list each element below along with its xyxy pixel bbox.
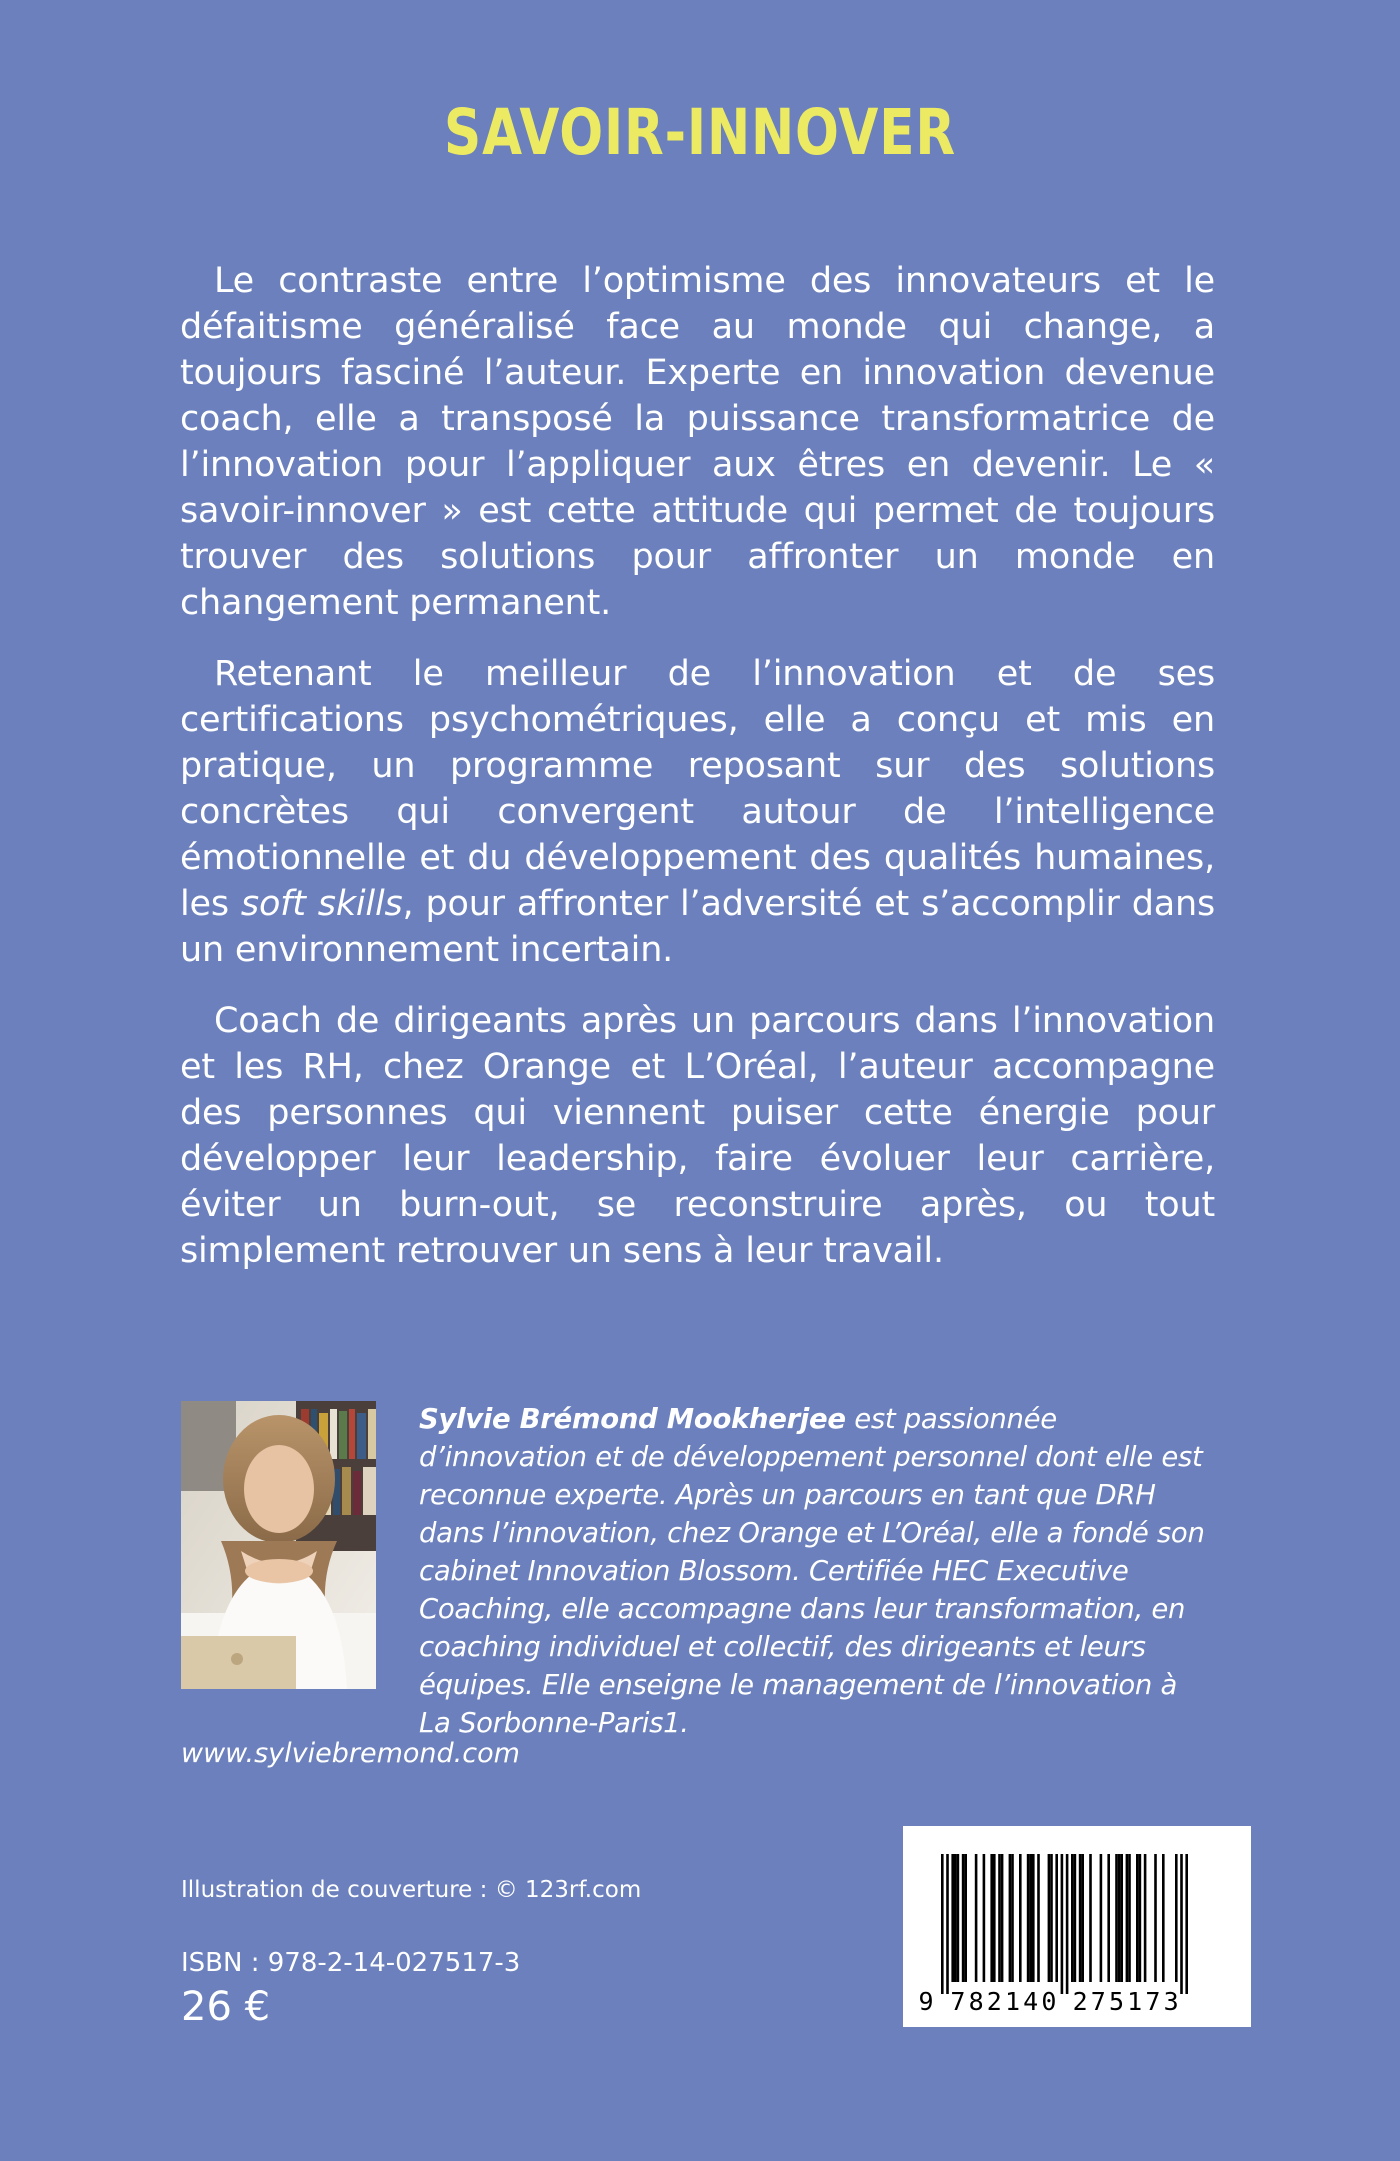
barcode-bar xyxy=(1027,1854,1030,1982)
barcode-bar xyxy=(1107,1854,1110,1982)
barcode-bar xyxy=(1061,1854,1064,1994)
barcode-bar xyxy=(1009,1854,1012,1982)
barcode-bar xyxy=(951,1854,954,1982)
barcode-bar xyxy=(957,1854,960,1982)
barcode-bar xyxy=(1050,1854,1053,1982)
barcode-bar xyxy=(1019,1854,1022,1982)
isbn: ISBN : 978-2-14-027517-3 xyxy=(181,1948,521,1978)
paragraph-2-start: Retenant le meilleur de l’innovation et de ses certifications psychométriques, elle a conçu et mis en pratique, un programme reposant sur des solutions concrètes qui convergent autour de l’intelligence émotionnelle et du développement des qualités humaines, les xyxy=(180,654,1215,924)
barcode-bar xyxy=(1185,1854,1188,1994)
barcode-bar xyxy=(998,1854,1001,1982)
barcode-bar xyxy=(1081,1854,1084,1982)
barcode-bar xyxy=(1037,1854,1040,1982)
barcode-bar xyxy=(1118,1854,1121,1982)
barcode-bar xyxy=(1032,1854,1035,1982)
barcode-digit: 7 xyxy=(1090,1987,1106,2016)
price: 26 € xyxy=(181,1984,271,2030)
bio-description: est passionnée d’innovation et de développement personnel dont elle est reconnue experte. Après un parcours en tant que DRH dans l’innovation, chez Orange et L’Oréal, elle a fondé son cabinet Innovation Blossom. Certifiée HEC Executive Coaching, elle accompagne dans leur transformation, en coaching individuel et collectif, des dirigeants et leurs équipes. Elle enseigne le management de l’innovation à La Sorbonne-Paris1. xyxy=(419,1403,1205,1739)
barcode-digit: 9 xyxy=(918,1987,934,2016)
barcode-bar xyxy=(946,1854,949,1994)
barcode-bar xyxy=(1126,1854,1129,1982)
barcode-digit: 1 xyxy=(1127,1987,1143,2016)
barcode-bar xyxy=(1079,1854,1082,1982)
barcode-bar xyxy=(1139,1854,1142,1982)
barcode-bar xyxy=(1055,1854,1058,1982)
barcode-bar xyxy=(1100,1854,1103,1982)
barcode-bar xyxy=(1074,1854,1077,1982)
barcode-bar xyxy=(1071,1854,1074,1982)
author-photo xyxy=(181,1401,376,1689)
barcode-bar xyxy=(1175,1854,1178,1982)
barcode-digit: 4 xyxy=(1023,1987,1039,2016)
barcode-digit: 5 xyxy=(1108,1987,1125,2016)
barcode-bar xyxy=(1066,1854,1069,1994)
barcode-bar xyxy=(964,1854,967,1982)
author-name: Sylvie Brémond Mookherjee xyxy=(419,1403,846,1435)
barcode-bar xyxy=(990,1854,993,1982)
barcode-bar xyxy=(1089,1854,1092,1982)
barcode-bar xyxy=(941,1854,944,1994)
soft-skills-term: soft skills xyxy=(240,884,403,924)
barcode-bar xyxy=(1115,1854,1118,1982)
barcode-bar xyxy=(1162,1854,1165,1982)
description xyxy=(180,258,1215,1274)
barcode-bar xyxy=(1180,1854,1183,1994)
barcode-bar xyxy=(962,1854,965,1982)
barcode-bar xyxy=(1001,1854,1004,1982)
barcode-bar xyxy=(1011,1854,1014,1982)
barcode xyxy=(903,1826,1251,2027)
barcode-digit: 3 xyxy=(1163,1987,1179,2016)
barcode-bar xyxy=(1120,1854,1123,1982)
website-link[interactable]: www.sylviebremond.com xyxy=(181,1738,520,1769)
paragraph-2-end: , pour affronter l’adversité et s’accomplir dans un environnement incertain. xyxy=(180,884,1216,970)
barcode-bar xyxy=(1128,1854,1131,1982)
barcode-bar xyxy=(1154,1854,1157,1982)
paragraph-1: Le contraste entre l’optimisme des innovateurs et le défaitisme généralisé face au monde qui change, a toujours fasciné l’auteur. Experte en innovation devenue coach, elle a transposé la puissance transformatrice de l’innovation pour l’appliquer aux êtres en devenir. Le « savoir-innover » est cette attitude qui permet de toujours trouver des solutions pour affronter un monde en changement permanent. xyxy=(180,261,1215,623)
barcode-bar xyxy=(1029,1854,1032,1982)
barcode-digit: 7 xyxy=(950,1987,966,2016)
barcode-digit: 2 xyxy=(986,1987,1002,2016)
barcode-bar xyxy=(954,1854,957,1982)
cover-credit: Illustration de couverture : © 123rf.com xyxy=(181,1877,642,1903)
barcode-digit: 7 xyxy=(1145,1987,1161,2016)
barcode-bar xyxy=(1136,1854,1139,1982)
barcode-bar xyxy=(975,1854,978,1982)
book-title: SAVOIR-INNOVER xyxy=(444,96,956,169)
barcode-digit: 2 xyxy=(1072,1987,1088,2016)
barcode-digit: 8 xyxy=(968,1987,984,2016)
paragraph-3: Coach de dirigeants après un parcours dans l’innovation et les RH, chez Orange et L’Oréal, l’auteur accompagne des personnes qui viennent puiser cette énergie pour développer leur leadership, faire évoluer leur carrière, éviter un burn-out, se reconstruire après, ou tout simplement retrouver un sens à leur travail. xyxy=(180,1001,1215,1271)
barcode-digit: 0 xyxy=(1041,1987,1057,2016)
barcode-digit: 1 xyxy=(1004,1987,1021,2016)
barcode-bar xyxy=(1048,1854,1051,1982)
barcode-bar xyxy=(1144,1854,1147,1982)
paragraph-2 xyxy=(180,651,1215,973)
barcode-bar xyxy=(993,1854,996,1982)
bio-text xyxy=(419,1400,1216,1742)
barcode-bar xyxy=(983,1854,986,1982)
